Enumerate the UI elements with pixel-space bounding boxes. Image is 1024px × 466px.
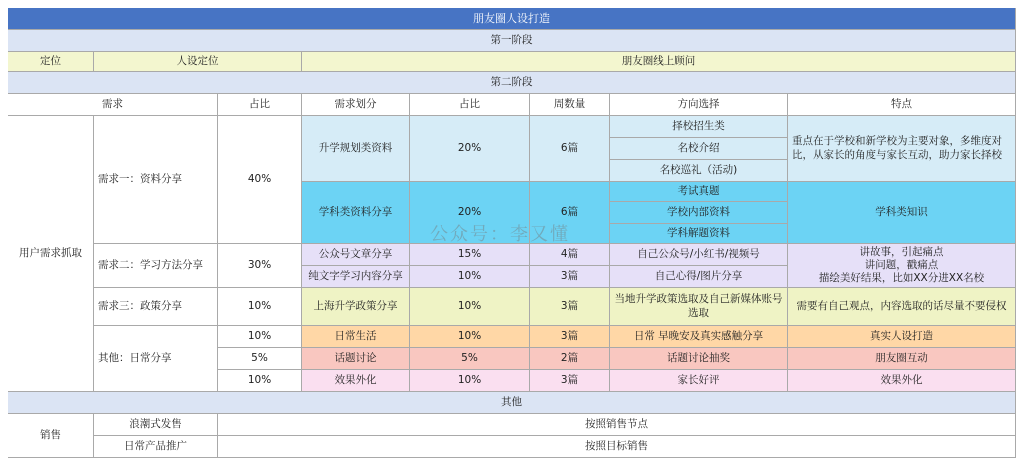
header-ratio: 占比: [218, 94, 302, 116]
division-weekly: 3篇: [530, 326, 610, 348]
other-ratio-daily: 10%: [218, 326, 302, 348]
other-ratio-topic: 5%: [218, 348, 302, 370]
direction-item: 考试真题: [610, 182, 788, 202]
feature-moments-interaction: 朋友圈互动: [788, 348, 1016, 370]
direction-item: 家长好评: [610, 370, 788, 392]
division-weekly: 3篇: [530, 266, 610, 288]
header-direction: 方向选择: [610, 94, 788, 116]
direction-item: 日常 早晚安及真实感触分享: [610, 326, 788, 348]
division-name: 效果外化: [302, 370, 410, 392]
direction-item: 学科解题资料: [610, 224, 788, 244]
division-name: 话题讨论: [302, 348, 410, 370]
direction-item: 当地升学政策选取及自己新媒体账号选取: [610, 288, 788, 326]
direction-item: 自己心得/图片分享: [610, 266, 788, 288]
header-weekly-count: 周数量: [530, 94, 610, 116]
division-weekly: 6篇: [530, 116, 610, 182]
division-name: 上海升学政策分享: [302, 288, 410, 326]
division-name: 学科类资料分享: [302, 182, 410, 244]
other-ratio-effect: 10%: [218, 370, 302, 392]
direction-item: 话题讨论抽奖: [610, 348, 788, 370]
direction-item: 名校介绍: [610, 138, 788, 160]
division-ratio: 20%: [410, 116, 530, 182]
division-ratio: 10%: [410, 370, 530, 392]
sales-row-value: 按照销售节点: [218, 414, 1016, 436]
division-weekly: 3篇: [530, 288, 610, 326]
table-title: 朋友圈人设打造: [8, 8, 1016, 30]
need-ratio-1: 40%: [218, 116, 302, 244]
persona-label: 人设定位: [94, 52, 302, 72]
division-ratio: 10%: [410, 266, 530, 288]
feature-effect-showcase: 效果外化: [788, 370, 1016, 392]
feature-subject-knowledge: 学科类知识: [788, 182, 1016, 244]
need-study-method-sharing: 需求二：学习方法分享: [94, 244, 218, 288]
persona-value: 朋友圈线上顾问: [302, 52, 1016, 72]
division-name: 日常生活: [302, 326, 410, 348]
need-policy-sharing: 需求三：政策分享: [94, 288, 218, 326]
feature-line: 讲问题，戳痛点: [864, 258, 939, 271]
header-division: 需求划分: [302, 94, 410, 116]
feature-real-persona: 真实人设打造: [788, 326, 1016, 348]
need-daily-sharing: 其他：日常分享: [94, 326, 218, 392]
division-ratio: 15%: [410, 244, 530, 266]
division-name: 纯文字学习内容分享: [302, 266, 410, 288]
direction-item: 自己公众号/小红书/视频号: [610, 244, 788, 266]
header-division-ratio: 占比: [410, 94, 530, 116]
stage1-heading: 第一阶段: [8, 30, 1016, 52]
header-need: 需求: [8, 94, 218, 116]
sales-row-name: 浪潮式发售: [94, 414, 218, 436]
feature-storytelling: [788, 244, 1016, 288]
sales-row-name: 日常产品推广: [94, 436, 218, 458]
division-ratio: 10%: [410, 326, 530, 348]
division-name: 升学规划类资料: [302, 116, 410, 182]
need-resource-sharing: 需求一：资料分享: [94, 116, 218, 244]
direction-item: 择校招生类: [610, 116, 788, 138]
header-feature: 特点: [788, 94, 1016, 116]
need-ratio-2: 30%: [218, 244, 302, 288]
feature-line: 讲故事，引起痛点: [859, 245, 944, 258]
division-ratio: 20%: [410, 182, 530, 244]
direction-item: 名校巡礼（活动): [610, 160, 788, 182]
feature-policy: 需要有自己观点，内容选取的话尽量不要侵权: [788, 288, 1016, 326]
feature-line: 描绘美好结果，比如XX分进XX名校: [818, 272, 985, 285]
sales-row-value: 按照目标销售: [218, 436, 1016, 458]
division-ratio: 5%: [410, 348, 530, 370]
division-weekly: 4篇: [530, 244, 610, 266]
division-name: 公众号文章分享: [302, 244, 410, 266]
watermark: 公众号：李又懂: [430, 224, 570, 245]
division-weekly: 6篇: [530, 182, 610, 244]
user-needs-group-label: 用户需求抓取: [8, 116, 94, 392]
direction-item: 学校内部资料: [610, 202, 788, 224]
other-heading: 其他: [8, 392, 1016, 414]
position-label: 定位: [8, 52, 94, 72]
sales-label: 销售: [8, 414, 94, 458]
division-weekly: 2篇: [530, 348, 610, 370]
feature-school-planning: 重点在于学校和新学校为主要对象，多维度对比，从家长的角度与家长互动，助力家长择校: [788, 116, 1016, 182]
stage2-heading: 第二阶段: [8, 72, 1016, 94]
division-ratio: 10%: [410, 288, 530, 326]
division-weekly: 3篇: [530, 370, 610, 392]
need-ratio-3: 10%: [218, 288, 302, 326]
